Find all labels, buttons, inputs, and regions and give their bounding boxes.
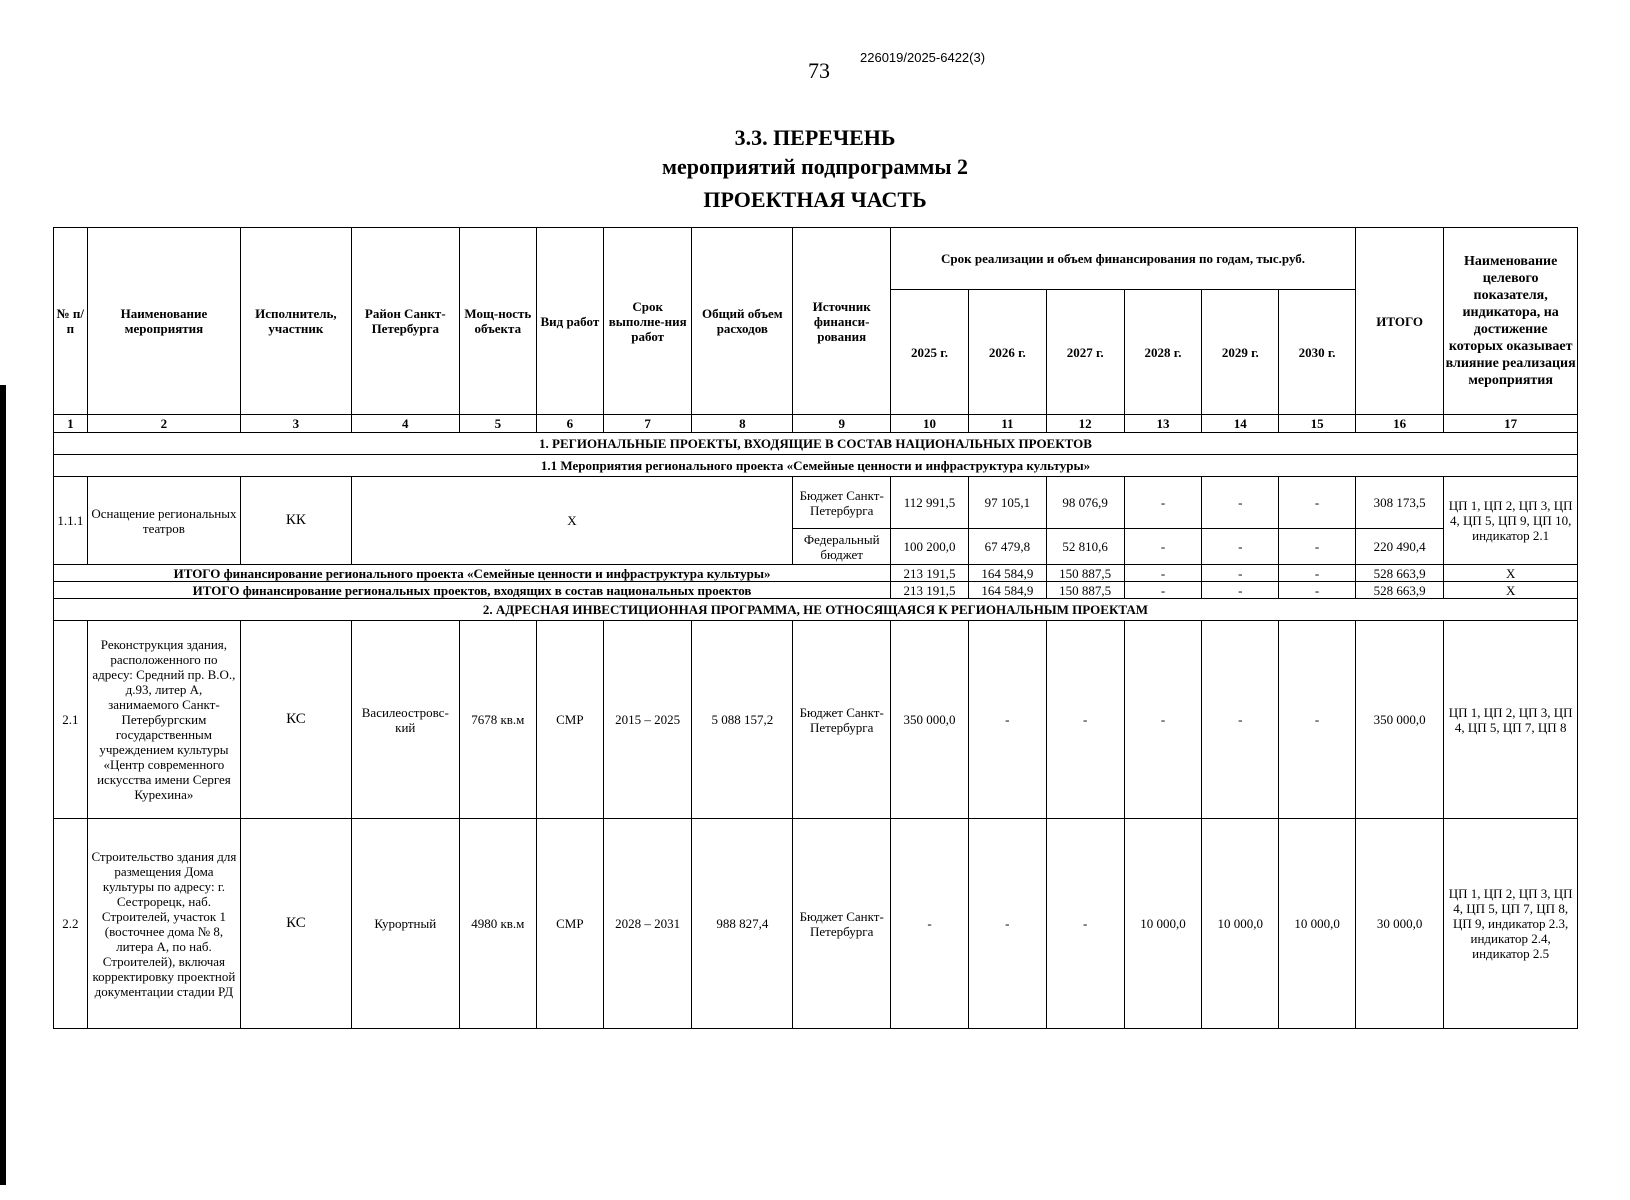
total-row <box>54 582 1578 599</box>
col-number: 2 <box>87 415 241 433</box>
document-title <box>0 124 1630 216</box>
header-capacity: Мощ-ность объекта <box>459 228 536 415</box>
table-row <box>54 477 1578 529</box>
itogo-cell: 350 000,0 <box>1355 621 1443 819</box>
value-cell: 67 479,8 <box>968 529 1046 565</box>
value-cell: - <box>1202 621 1279 819</box>
col-number: 13 <box>1124 415 1202 433</box>
row-period: 2015 – 2025 <box>604 621 692 819</box>
row-capacity: 7678 кв.м <box>459 621 536 819</box>
value-cell: 112 991,5 <box>891 477 969 529</box>
col-number: 1 <box>54 415 88 433</box>
row-work-type: СМР <box>536 621 603 819</box>
value-cell: - <box>891 819 969 1029</box>
itogo-cell: 220 490,4 <box>1355 529 1443 565</box>
row-total-cost: 5 088 157,2 <box>692 621 793 819</box>
col-number: 15 <box>1279 415 1356 433</box>
row-name: Реконструкция здания, расположенного по адресу: Средний пр. В.О., д.93, литер А, занимаемого Санкт-Петербургским государственным учреждением культуры «Центр современного искусства имени Сергея Курехина» <box>87 621 241 819</box>
value-cell: 10 000,0 <box>1202 819 1279 1029</box>
title-line-2: мероприятий подпрограммы 2 <box>661 154 969 179</box>
col-number: 7 <box>604 415 692 433</box>
value-cell: - <box>968 621 1046 819</box>
row-num: 2.1 <box>54 621 88 819</box>
header-period: Срок выполне-ния работ <box>604 228 692 415</box>
header-total-cost: Общий объем расходов <box>692 228 793 415</box>
itogo-cell: 30 000,0 <box>1355 819 1443 1029</box>
col-number: 10 <box>891 415 969 433</box>
row-source: Бюджет Санкт-Петербурга <box>793 621 891 819</box>
header-indicator: Наименование целевого показателя, индикатора, на достижение которых оказывает влияние реализация мероприятия <box>1444 228 1578 415</box>
total-indicator: Х <box>1444 565 1578 582</box>
total-label: ИТОГО финансирование регионального проекта «Семейные ценности и инфраструктура культуры» <box>54 565 891 582</box>
value-cell: 10 000,0 <box>1124 819 1202 1029</box>
total-value: - <box>1124 582 1202 599</box>
value-cell: - <box>1279 621 1356 819</box>
value-cell: - <box>1202 477 1279 529</box>
row-indicator: ЦП 1, ЦП 2, ЦП 3, ЦП 4, ЦП 5, ЦП 9, ЦП 10, индикатор 2.1 <box>1444 477 1578 565</box>
total-value: 213 191,5 <box>891 565 969 582</box>
total-itogo: 528 663,9 <box>1355 565 1443 582</box>
total-value: - <box>1279 565 1356 582</box>
total-value: - <box>1124 565 1202 582</box>
row-period: 2028 – 2031 <box>604 819 692 1029</box>
value-cell: 10 000,0 <box>1279 819 1356 1029</box>
table-row <box>54 819 1578 1029</box>
header-name: Наименование мероприятия <box>87 228 241 415</box>
title-line-1: 3.3. ПЕРЕЧЕНЬ <box>734 125 896 150</box>
header-num: № п/п <box>54 228 88 415</box>
value-cell: - <box>1124 477 1202 529</box>
page-number: 73 <box>808 58 830 83</box>
col-number: 14 <box>1202 415 1279 433</box>
value-cell: 98 076,9 <box>1046 477 1124 529</box>
value-cell: - <box>1202 529 1279 565</box>
header-year-2028: 2028 г. <box>1124 290 1202 415</box>
value-cell: - <box>1279 529 1356 565</box>
value-cell: 350 000,0 <box>891 621 969 819</box>
column-numbers-row <box>54 415 1578 433</box>
row-work-type: СМР <box>536 819 603 1029</box>
total-value: - <box>1202 582 1279 599</box>
total-value: - <box>1202 565 1279 582</box>
value-cell: - <box>1124 529 1202 565</box>
row-total-cost: 988 827,4 <box>692 819 793 1029</box>
section-1-subtitle: 1.1 Мероприятия регионального проекта «Семейные ценности и инфраструктура культуры» <box>54 455 1578 477</box>
total-value: - <box>1279 582 1356 599</box>
col-number: 11 <box>968 415 1046 433</box>
registration-number: 226019/2025-6422(3) <box>860 50 986 65</box>
header-year-2025: 2025 г. <box>891 290 969 415</box>
itogo-cell: 308 173,5 <box>1355 477 1443 529</box>
total-value: 213 191,5 <box>891 582 969 599</box>
row-capacity: 4980 кв.м <box>459 819 536 1029</box>
row-executor: КС <box>241 621 351 819</box>
header-executor: Исполнитель, участник <box>241 228 351 415</box>
row-executor: КС <box>241 819 351 1029</box>
row-executor: КК <box>241 477 351 565</box>
value-cell: - <box>1046 621 1124 819</box>
header-year-2026: 2026 г. <box>968 290 1046 415</box>
total-value: 150 887,5 <box>1046 565 1124 582</box>
header-year-2027: 2027 г. <box>1046 290 1124 415</box>
row-merged-x: Х <box>351 477 793 565</box>
header-years-group: Срок реализации и объем финансирования по годам, тыс.руб. <box>891 228 1356 290</box>
col-number: 9 <box>793 415 891 433</box>
header-itogo: ИТОГО <box>1355 228 1443 415</box>
header-year-2029: 2029 г. <box>1202 290 1279 415</box>
row-source: Бюджет Санкт-Петербурга <box>793 477 891 529</box>
row-name: Строительство здания для размещения Дома культуры по адресу: г. Сестрорецк, наб. Строителей, участок 1 (восточнее дома № 8, литера А, по наб. Строителей), включая корректировку проектной документации стадии РД <box>87 819 241 1029</box>
col-number: 5 <box>459 415 536 433</box>
row-indicator: ЦП 1, ЦП 2, ЦП 3, ЦП 4, ЦП 5, ЦП 7, ЦП 8 <box>1444 621 1578 819</box>
row-name: Оснащение региональных театров <box>87 477 241 565</box>
row-num: 2.2 <box>54 819 88 1029</box>
total-value: 164 584,9 <box>968 565 1046 582</box>
scan-edge-bar <box>0 385 6 1185</box>
value-cell: - <box>1046 819 1124 1029</box>
value-cell: 97 105,1 <box>968 477 1046 529</box>
row-district: Курортный <box>351 819 459 1029</box>
col-number: 16 <box>1355 415 1443 433</box>
col-number: 8 <box>692 415 793 433</box>
row-district: Василеостровс-кий <box>351 621 459 819</box>
row-indicator: ЦП 1, ЦП 2, ЦП 3, ЦП 4, ЦП 5, ЦП 7, ЦП 8, ЦП 9, индикатор 2.3, индикатор 2.4, индикатор 2.5 <box>1444 819 1578 1029</box>
total-label: ИТОГО финансирование региональных проектов, входящих в состав национальных проектов <box>54 582 891 599</box>
activities-table <box>53 227 1578 1029</box>
title-line-3: ПРОЕКТНАЯ ЧАСТЬ <box>703 187 927 212</box>
total-indicator: Х <box>1444 582 1578 599</box>
col-number: 3 <box>241 415 351 433</box>
total-value: 150 887,5 <box>1046 582 1124 599</box>
value-cell: - <box>1279 477 1356 529</box>
section-2-title: 2. АДРЕСНАЯ ИНВЕСТИЦИОННАЯ ПРОГРАММА, НЕ ОТНОСЯЩАЯСЯ К РЕГИОНАЛЬНЫМ ПРОЕКТАМ <box>54 599 1578 621</box>
col-number: 17 <box>1444 415 1578 433</box>
col-number: 6 <box>536 415 603 433</box>
col-number: 4 <box>351 415 459 433</box>
section-1-title: 1. РЕГИОНАЛЬНЫЕ ПРОЕКТЫ, ВХОДЯЩИЕ В СОСТАВ НАЦИОНАЛЬНЫХ ПРОЕКТОВ <box>54 433 1578 455</box>
header-district: Район Санкт-Петербурга <box>351 228 459 415</box>
header-source: Источник финанси-рования <box>793 228 891 415</box>
header-year-2030: 2030 г. <box>1279 290 1356 415</box>
header-work-type: Вид работ <box>536 228 603 415</box>
table-row <box>54 621 1578 819</box>
total-value: 164 584,9 <box>968 582 1046 599</box>
row-source: Федеральный бюджет <box>793 529 891 565</box>
value-cell: - <box>968 819 1046 1029</box>
total-row <box>54 565 1578 582</box>
value-cell: - <box>1124 621 1202 819</box>
col-number: 12 <box>1046 415 1124 433</box>
value-cell: 100 200,0 <box>891 529 969 565</box>
row-num: 1.1.1 <box>54 477 88 565</box>
value-cell: 52 810,6 <box>1046 529 1124 565</box>
total-itogo: 528 663,9 <box>1355 582 1443 599</box>
row-source: Бюджет Санкт-Петербурга <box>793 819 891 1029</box>
